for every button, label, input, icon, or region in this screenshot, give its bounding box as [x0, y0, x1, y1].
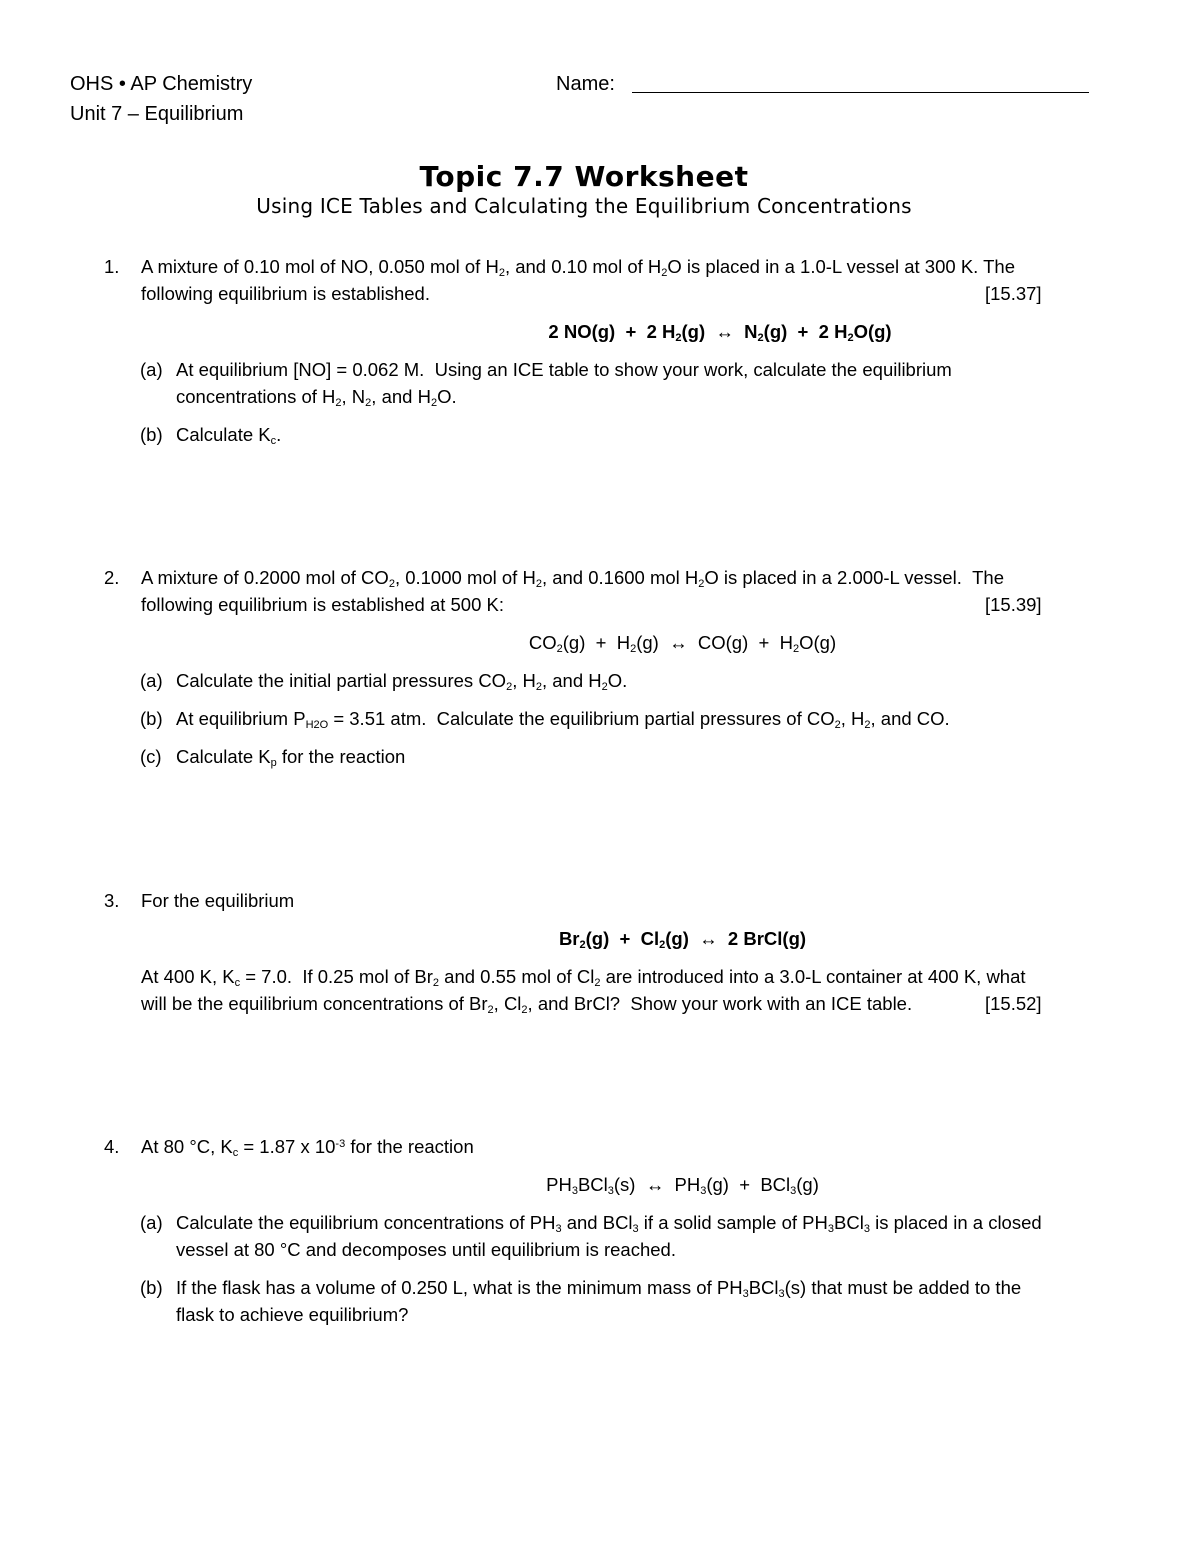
unit-label: Unit 7 – Equilibrium	[70, 103, 244, 125]
question-1-text: A mixture of 0.10 mol of NO, 0.050 mol of $H_2$, and 0.10 mol of $H_2O$ is placed in a 1.0-L vessel at 300 K. The	[141, 256, 1015, 279]
question-2-ref: [15.39]	[985, 594, 1042, 615]
question-4-equation: $PH_3BCl_3(s)$ ↔ $PH_3(g) + BCl_3(g)$	[546, 1174, 819, 1197]
question-2-number: 2.	[104, 567, 120, 588]
page-subtitle: Using ICE Tables and Calculating the Equilibrium Concentrations	[256, 194, 912, 218]
question-3-text: At 400 K, $K_c = 7.0$. If 0.25 mol of $Br_2$ and 0.55 mol of $Cl_2$ are introduced into a 3.0-L container at 400 K, what	[141, 966, 1026, 989]
question-4-text: At 80 °C, $K_c = 1.87$ x $10^{-3}$ for the reaction	[141, 1136, 474, 1159]
question-2-text-cont: following equilibrium is established at 500 K:	[141, 594, 505, 615]
question-2b-label: (b)	[140, 708, 163, 729]
question-1-number: 1.	[104, 256, 120, 277]
question-4a-label: (a)	[140, 1212, 163, 1233]
question-2b-text: At equilibrium $P_{H2O} = 3.51$ atm. Calculate the equilibrium partial pressures of $CO_2$, $H_2$, and CO.	[176, 708, 950, 731]
question-3-text-cont: will be the equilibrium concentrations of $Br_2$, $Cl_2$, and BrCl? Show your work with an ICE table.	[141, 993, 913, 1016]
question-2-equation: $CO_2(g) + H_2(g)$ ↔ $CO(g) + H_2O(g)$	[528, 632, 837, 655]
question-3-intro: For the equilibrium	[141, 890, 295, 911]
question-3-equation: $Br_2(g) + Cl_2(g)$ ↔ 2 BrCl(g)	[558, 928, 807, 951]
question-1b-text: Calculate $K_c$.	[176, 424, 282, 447]
question-1-equation: 2 NO(g) + 2 $H_2(g)$ ↔ $N_2(g) + 2$ $H_2O(g)$	[548, 321, 892, 344]
question-4-number: 4.	[104, 1136, 120, 1157]
question-2a-label: (a)	[140, 670, 163, 691]
course-label: OHS • AP Chemistry	[70, 73, 253, 95]
question-1-text-cont: following equilibrium is established.	[141, 283, 430, 304]
question-1b-label: (b)	[140, 424, 163, 445]
question-2c-text: Calculate $K_p$ for the reaction	[176, 746, 406, 769]
question-4a-text: Calculate the equilibrium concentrations of $PH_3$ and BCl$_3$ if a solid sample of $PH_3BCl_3$ is placed in a closed vessel at 80 °C and decomposes until equilibrium is reached.	[176, 1212, 1042, 1260]
question-4b-text: If the flask has a volume of 0.250 L, what is the minimum mass of $PH_3BCl_3(s)$ that must be added to the flask to achieve equilibrium?	[176, 1277, 1022, 1325]
question-1-ref: [15.37]	[985, 283, 1042, 304]
question-1a-label: (a)	[140, 359, 163, 380]
question-2-text: A mixture of 0.2000 mol of $CO_2$, 0.1000 mol of $H_2$, and 0.1600 mol $H_2O$ is placed in a 2.000-L vessel. The	[141, 567, 1004, 590]
page-title: Topic 7.7 Worksheet	[419, 160, 749, 193]
question-2a-text: Calculate the initial partial pressures $CO_2$, $H_2$, and $H_2O$.	[176, 670, 628, 693]
name-field-line[interactable]	[632, 92, 1089, 93]
question-1a-text: At equilibrium [NO] = 0.062 M. Using an ICE table to show your work, calculate the equilibrium concentrations of $H_2$, $N_2$, and $H_2O$.	[176, 359, 952, 409]
name-label: Name:	[556, 73, 615, 95]
question-4b-label: (b)	[140, 1277, 163, 1298]
question-3-ref: [15.52]	[985, 993, 1042, 1014]
question-3-number: 3.	[104, 890, 120, 911]
question-2c-label: (c)	[140, 746, 162, 767]
